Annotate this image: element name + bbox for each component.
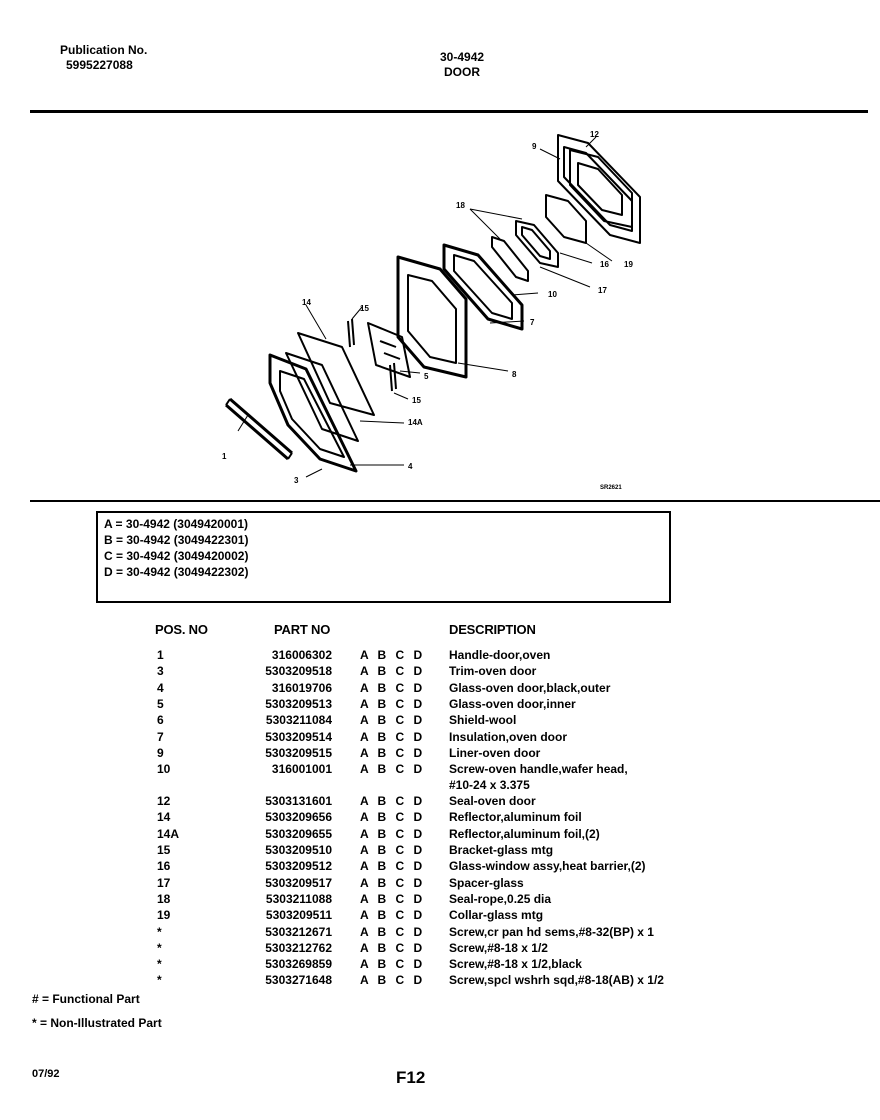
row-pos-no: 16 (157, 859, 171, 874)
model-legend (96, 511, 671, 603)
callout-18: 18 (456, 201, 465, 210)
callout-15-bottom: 15 (412, 396, 421, 405)
row-description: Trim-oven door (449, 664, 537, 679)
row-models: A B C D (360, 729, 426, 744)
callout-4: 4 (408, 462, 413, 471)
header-description: DESCRIPTION (449, 622, 536, 637)
model-code: 30-4942 (440, 50, 485, 64)
row-description: Insulation,oven door (449, 729, 568, 744)
row-description: Screw-oven handle,wafer head, (449, 762, 628, 777)
legend-line-b: B = 30-4942 (3049422301) (104, 533, 249, 547)
exploded-door-diagram (0, 115, 880, 505)
row-models: A B C D (360, 696, 426, 711)
footer-date: 07/92 (32, 1068, 60, 1080)
table-row (0, 713, 880, 729)
row-pos-no: * (157, 973, 162, 988)
row-part-no: 5303212762 (265, 940, 332, 955)
row-part-no: 316006302 (271, 648, 332, 662)
diagram-rule (30, 500, 880, 502)
table-row (0, 648, 880, 664)
row-pos-no: 10 (157, 762, 171, 777)
row-part-no: 5303212671 (265, 924, 332, 939)
row-models: A B C D (360, 762, 426, 777)
table-row (0, 957, 880, 973)
row-description: Reflector,aluminum foil,(2) (449, 826, 600, 841)
table-row (0, 941, 880, 957)
callout-14: 14 (302, 298, 311, 307)
table-row (0, 843, 880, 859)
row-part-no: 5303211084 (265, 713, 332, 728)
row-description: Shield-wool (449, 713, 517, 728)
row-pos-no: 5 (157, 696, 164, 711)
row-part-no: 5303209512 (265, 859, 332, 874)
row-pos-no: 14 (157, 810, 171, 825)
table-row (0, 973, 880, 989)
row-models: A B C D (360, 924, 426, 939)
row-part-no: 5303211088 (265, 891, 332, 906)
header-rule (30, 110, 868, 113)
callout-16: 16 (600, 260, 609, 269)
table-row (0, 876, 880, 892)
row-part-no: 5303131601 (265, 794, 332, 809)
row-description: Collar-glass mtg (449, 908, 544, 923)
table-row (0, 892, 880, 908)
row-part-no: 5303209655 (265, 826, 332, 841)
row-description: Screw,cr pan hd sems,#8-32(BP) x 1 (449, 924, 654, 939)
callout-8: 8 (512, 370, 517, 379)
table-row (0, 908, 880, 924)
callout-10: 10 (548, 290, 557, 299)
table-row (0, 762, 880, 793)
table-row (0, 827, 880, 843)
row-models: A B C D (360, 794, 426, 809)
callout-5: 5 (424, 372, 429, 381)
section-title: DOOR (444, 65, 480, 79)
row-description: Screw,#8-18 x 1/2,black (449, 957, 582, 972)
row-pos-no: 18 (157, 891, 171, 906)
row-pos-no: 14A (157, 826, 180, 841)
header-part-no: PART NO (274, 622, 331, 637)
row-description: Handle-door,oven (449, 648, 551, 662)
callout-9: 9 (532, 142, 537, 151)
row-pos-no: * (157, 957, 162, 972)
row-pos-no: 17 (157, 875, 171, 890)
row-description: Seal-rope,0.25 dia (449, 891, 552, 906)
row-description: Glass-oven door,black,outer (449, 680, 611, 695)
row-models: A B C D (360, 648, 426, 662)
row-description-continued: #10-24 x 3.375 (449, 778, 530, 793)
row-models: A B C D (360, 680, 426, 695)
callout-12: 12 (590, 130, 599, 139)
row-models: A B C D (360, 745, 426, 760)
row-models: A B C D (360, 973, 426, 988)
row-description: Screw,spcl wshrh sqd,#8-18(AB) x 1/2 (449, 973, 664, 988)
row-description: Screw,#8-18 x 1/2 (449, 940, 548, 955)
row-pos-no: 4 (157, 680, 164, 695)
row-pos-no: * (157, 924, 162, 939)
legend-line-d: D = 30-4942 (3049422302) (104, 565, 249, 579)
row-pos-no: 1 (157, 648, 164, 662)
row-description: Reflector,aluminum foil (449, 810, 582, 825)
row-description: Glass-window assy,heat barrier,(2) (449, 859, 646, 874)
callout-1: 1 (222, 452, 227, 461)
table-row (0, 746, 880, 762)
row-part-no: 5303209511 (265, 908, 332, 923)
row-part-no: 5303209513 (265, 696, 332, 711)
row-part-no: 5303209518 (265, 664, 332, 679)
row-description: Spacer-glass (449, 875, 524, 890)
row-part-no: 5303209514 (265, 729, 332, 744)
row-models: A B C D (360, 891, 426, 906)
row-part-no: 5303209510 (265, 843, 332, 857)
row-models: A B C D (360, 859, 426, 874)
row-description: Seal-oven door (449, 794, 536, 809)
table-row (0, 859, 880, 875)
page-number: F12 (396, 1068, 426, 1087)
row-part-no: 316001001 (271, 762, 332, 777)
row-part-no: 5303271648 (265, 973, 332, 988)
callout-17: 17 (598, 286, 607, 295)
callout-3: 3 (294, 476, 299, 485)
row-pos-no: 12 (157, 794, 171, 809)
row-pos-no: 3 (157, 664, 164, 679)
row-pos-no: 15 (157, 843, 171, 857)
row-part-no: 5303269859 (265, 957, 332, 972)
row-models: A B C D (360, 826, 426, 841)
row-part-no: 5303209515 (265, 745, 332, 760)
callout-19: 19 (624, 260, 633, 269)
table-row (0, 794, 880, 810)
row-models: A B C D (360, 843, 426, 857)
table-row (0, 730, 880, 746)
row-description: Bracket-glass mtg (449, 843, 554, 857)
header-pos-no: POS. NO (155, 622, 208, 637)
row-pos-no: 9 (157, 745, 164, 760)
table-row (0, 810, 880, 826)
row-pos-no: 19 (157, 908, 171, 923)
non-illustrated-part-note: * = Non-Illustrated Part (32, 1016, 162, 1030)
row-models: A B C D (360, 875, 426, 890)
table-row (0, 681, 880, 697)
row-models: A B C D (360, 957, 426, 972)
row-part-no: 5303209517 (265, 875, 332, 890)
row-models: A B C D (360, 664, 426, 679)
callout-14a: 14A (408, 418, 423, 427)
row-part-no: 316019706 (271, 680, 332, 695)
row-pos-no: 6 (157, 713, 164, 728)
table-row (0, 925, 880, 941)
row-pos-no: * (157, 940, 162, 955)
row-models: A B C D (360, 713, 426, 728)
row-description: Glass-oven door,inner (449, 696, 576, 711)
row-models: A B C D (360, 940, 426, 955)
publication-number: 5995227088 (66, 58, 133, 72)
row-part-no: 5303209656 (265, 810, 332, 825)
row-models: A B C D (360, 810, 426, 825)
table-row (0, 697, 880, 713)
diagram-image-code: SR2621 (600, 485, 622, 491)
row-models: A B C D (360, 908, 426, 923)
callout-7: 7 (530, 318, 535, 327)
legend-line-c: C = 30-4942 (3049420002) (104, 549, 249, 563)
legend-line-a: A = 30-4942 (3049420001) (104, 517, 248, 531)
publication-label: Publication No. (60, 43, 148, 57)
callout-15-top: 15 (360, 304, 369, 313)
row-pos-no: 7 (157, 729, 164, 744)
functional-part-note: # = Functional Part (32, 992, 140, 1006)
table-row (0, 664, 880, 680)
row-description: Liner-oven door (449, 745, 541, 760)
